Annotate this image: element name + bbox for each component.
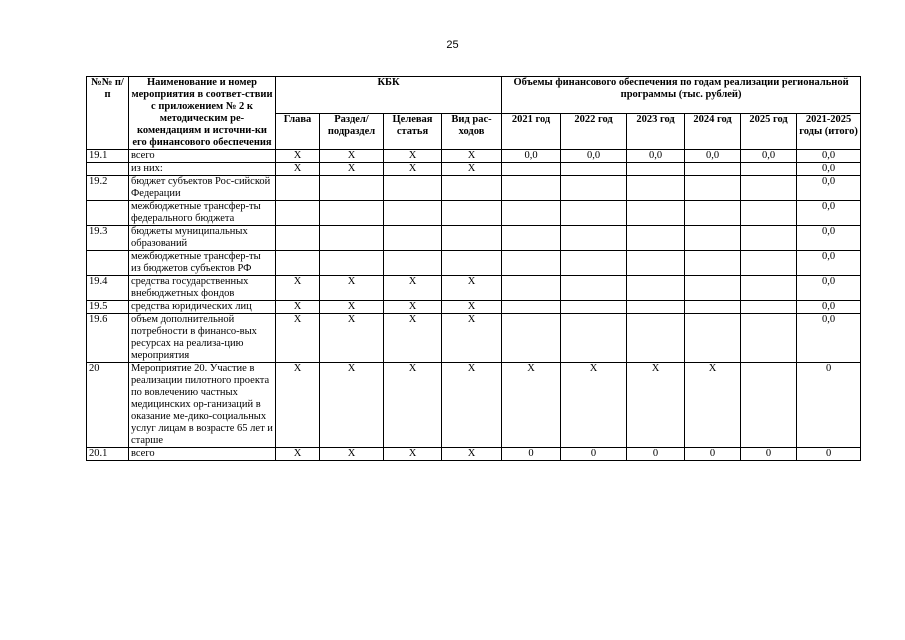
cell-num: 19.5 [87,301,129,314]
cell-y2024 [685,251,741,276]
cell-y2024 [685,176,741,201]
table-row [87,163,861,176]
header-y2024: 2024 год [685,113,741,150]
cell-y2023 [627,201,685,226]
cell-y2025 [741,301,797,314]
cell-y2022 [561,201,627,226]
cell-razdel [320,251,384,276]
table-row [87,150,861,163]
cell-name: всего [129,150,276,163]
cell-vid: X [442,150,502,163]
cell-vid [442,226,502,251]
cell-y2022 [561,314,627,363]
cell-celevaya [384,201,442,226]
cell-razdel [320,201,384,226]
cell-celevaya: X [384,276,442,301]
cell-y2021 [502,163,561,176]
cell-glava: X [276,363,320,448]
header-volumes: Объемы финансового обеспечения по годам реализации региональной программы (тыс. рублей) [502,77,861,114]
cell-num: 19.2 [87,176,129,201]
cell-name: средства государственных внебюджетных фондов [129,276,276,301]
header-vid: Вид рас-ходов [442,113,502,150]
cell-razdel [320,176,384,201]
cell-y2025 [741,176,797,201]
cell-razdel: X [320,363,384,448]
cell-y2024 [685,301,741,314]
cell-glava: X [276,276,320,301]
cell-y2025 [741,276,797,301]
cell-glava: X [276,448,320,461]
cell-total: 0,0 [797,163,861,176]
cell-celevaya [384,251,442,276]
table-body [87,150,861,461]
cell-num: 20.1 [87,448,129,461]
cell-y2021 [502,201,561,226]
cell-razdel: X [320,448,384,461]
cell-y2025 [741,314,797,363]
header-name: Наименование и номер мероприятия в соответ-ствии с приложением № 2 к методическим ре-комендациям и источни-ки его финансового обеспечения [129,77,276,150]
cell-y2023 [627,301,685,314]
cell-vid: X [442,163,502,176]
cell-y2024 [685,314,741,363]
header-celevaya: Целевая статья [384,113,442,150]
header-glava: Глава [276,113,320,150]
cell-y2021 [502,226,561,251]
cell-total: 0,0 [797,276,861,301]
cell-num: 19.3 [87,226,129,251]
table-row [87,301,861,314]
cell-total: 0,0 [797,176,861,201]
cell-y2021 [502,301,561,314]
cell-y2021: 0,0 [502,150,561,163]
table-row [87,176,861,201]
cell-y2022 [561,176,627,201]
cell-num [87,163,129,176]
cell-y2023 [627,163,685,176]
cell-glava [276,251,320,276]
cell-num: 19.1 [87,150,129,163]
cell-glava: X [276,314,320,363]
cell-y2022: 0,0 [561,150,627,163]
header-num: №№ п/п [87,77,129,150]
cell-num: 19.6 [87,314,129,363]
cell-num: 20 [87,363,129,448]
cell-y2024: X [685,363,741,448]
cell-razdel [320,226,384,251]
cell-vid: X [442,363,502,448]
cell-razdel: X [320,163,384,176]
header-y2023: 2023 год [627,113,685,150]
cell-y2023 [627,176,685,201]
cell-celevaya: X [384,150,442,163]
cell-y2023 [627,276,685,301]
cell-razdel: X [320,301,384,314]
cell-y2025 [741,201,797,226]
cell-y2022 [561,226,627,251]
cell-y2021 [502,314,561,363]
cell-y2023 [627,251,685,276]
cell-name: Мероприятие 20. Участие в реализации пилотного проекта по вовлечению частных медицинских ор-ганизаций в оказание ме-дико-социальных услуг лицам в возрасте 65 лет и старше [129,363,276,448]
cell-vid: X [442,314,502,363]
cell-total: 0,0 [797,251,861,276]
cell-name: бюджет субъектов Рос-сийской Федерации [129,176,276,201]
cell-y2024: 0 [685,448,741,461]
cell-y2021: 0 [502,448,561,461]
cell-y2025 [741,163,797,176]
cell-razdel: X [320,314,384,363]
cell-celevaya: X [384,448,442,461]
cell-glava: X [276,150,320,163]
cell-total: 0 [797,448,861,461]
cell-total: 0 [797,363,861,448]
cell-y2021: X [502,363,561,448]
cell-y2023: 0 [627,448,685,461]
cell-celevaya: X [384,301,442,314]
header-kbk: КБК [276,77,502,114]
cell-name: из них: [129,163,276,176]
cell-y2022 [561,276,627,301]
cell-y2022 [561,163,627,176]
cell-y2025: 0 [741,448,797,461]
table-row [87,226,861,251]
cell-celevaya [384,176,442,201]
table-header [87,77,861,150]
cell-y2025 [741,226,797,251]
cell-y2024 [685,163,741,176]
cell-total: 0,0 [797,150,861,163]
cell-vid: X [442,448,502,461]
cell-y2024 [685,201,741,226]
cell-celevaya [384,226,442,251]
cell-vid [442,251,502,276]
cell-name: межбюджетные трансфер-ты федерального бюджета [129,201,276,226]
cell-glava [276,176,320,201]
cell-total: 0,0 [797,226,861,251]
cell-name: межбюджетные трансфер-ты из бюджетов субъектов РФ [129,251,276,276]
cell-y2021 [502,276,561,301]
financing-table [86,76,861,461]
cell-y2021 [502,251,561,276]
cell-total: 0,0 [797,201,861,226]
table-row [87,201,861,226]
cell-num: 19.4 [87,276,129,301]
cell-vid [442,201,502,226]
cell-razdel: X [320,150,384,163]
cell-y2025 [741,363,797,448]
cell-celevaya: X [384,363,442,448]
cell-y2024 [685,276,741,301]
page-number: 25 [446,39,459,51]
cell-y2023 [627,226,685,251]
header-y2021: 2021 год [502,113,561,150]
table-row [87,276,861,301]
cell-name: всего [129,448,276,461]
cell-y2025: 0,0 [741,150,797,163]
cell-y2021 [502,176,561,201]
cell-vid: X [442,276,502,301]
table-row [87,448,861,461]
cell-y2022: X [561,363,627,448]
table-row [87,251,861,276]
header-total: 2021-2025 годы (итого) [797,113,861,150]
cell-razdel: X [320,276,384,301]
table-row [87,363,861,448]
cell-glava: X [276,163,320,176]
header-y2022: 2022 год [561,113,627,150]
cell-y2023 [627,314,685,363]
cell-celevaya: X [384,314,442,363]
cell-name: бюджеты муниципальных образований [129,226,276,251]
cell-y2022 [561,251,627,276]
cell-name: средства юридических лиц [129,301,276,314]
cell-glava [276,201,320,226]
cell-y2024 [685,226,741,251]
cell-num [87,201,129,226]
cell-y2022: 0 [561,448,627,461]
header-razdel: Раздел/ подраздел [320,113,384,150]
cell-glava [276,226,320,251]
cell-y2023: X [627,363,685,448]
cell-glava: X [276,301,320,314]
cell-total: 0,0 [797,301,861,314]
cell-y2022 [561,301,627,314]
header-y2025: 2025 год [741,113,797,150]
cell-total: 0,0 [797,314,861,363]
cell-name: объем дополнительной потребности в финансо-вых ресурсах на реализа-цию мероприятия [129,314,276,363]
cell-vid: X [442,301,502,314]
table-row [87,314,861,363]
cell-y2024: 0,0 [685,150,741,163]
cell-vid [442,176,502,201]
cell-y2025 [741,251,797,276]
cell-celevaya: X [384,163,442,176]
cell-num [87,251,129,276]
cell-y2023: 0,0 [627,150,685,163]
